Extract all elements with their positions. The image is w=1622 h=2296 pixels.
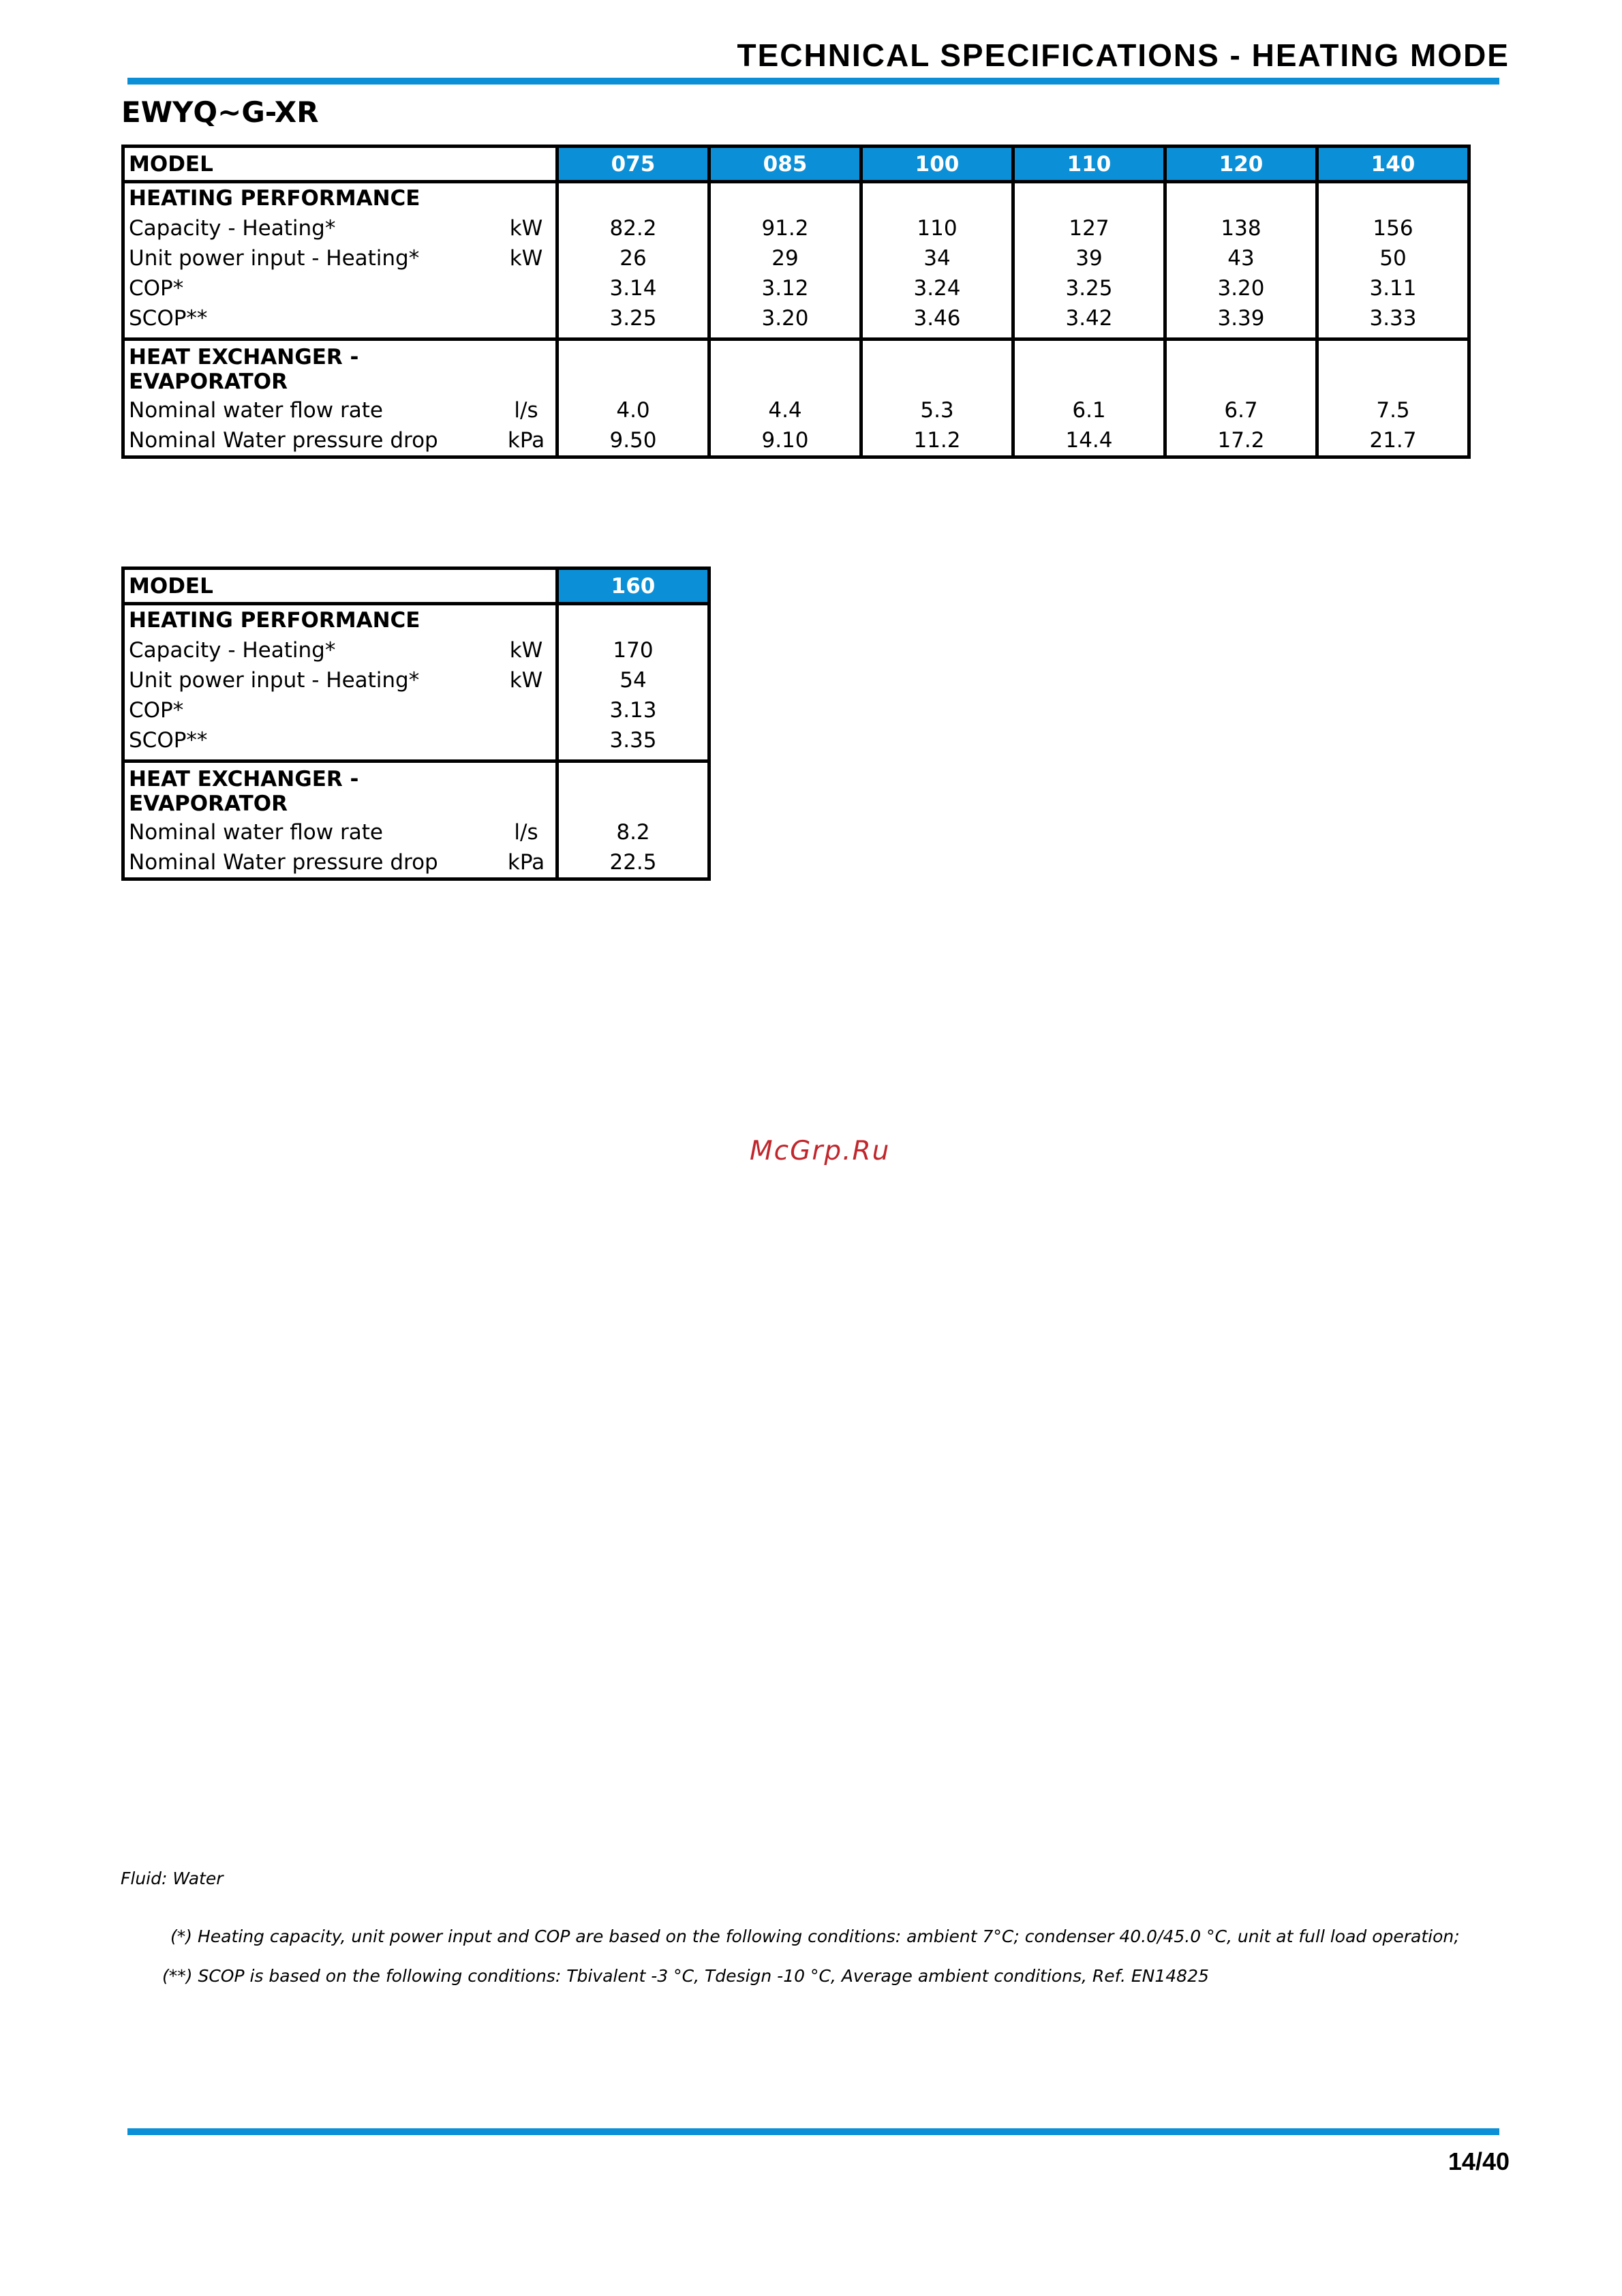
value-cell: 4.4 (709, 395, 861, 425)
section-heading-row (123, 604, 709, 636)
value-cell: 3.12 (709, 273, 861, 303)
footnote-double-asterisk: (**) SCOP is based on the following conditions: Tbivalent -3 °C, Tdesign -10 °C, Average ambient conditions, Ref. EN14825 (162, 1966, 1209, 1986)
row-unit: l/s (514, 398, 538, 423)
section-title-line: EVAPORATOR (129, 791, 288, 816)
empty-cell (557, 339, 709, 396)
value-cell: 9.10 (709, 425, 861, 457)
empty-cell (497, 182, 557, 214)
empty-cell (709, 182, 861, 214)
row-label: Nominal water flow rate (129, 820, 383, 845)
model-header-cell: 110 (1013, 147, 1165, 182)
row-label: Capacity - Heating* (129, 216, 336, 241)
row-label: SCOP** (123, 303, 498, 339)
row-unit (497, 273, 557, 303)
table-row (123, 213, 1469, 243)
fluid-note: Fluid: Water (121, 1869, 224, 1888)
model-label: MODEL (123, 147, 498, 182)
section-heading-row (123, 182, 1469, 214)
table-row (123, 665, 709, 695)
value-cell: 110 (861, 213, 1013, 243)
value-cell: 3.46 (861, 303, 1013, 339)
table-row (123, 273, 1469, 303)
model-header-cell: 140 (1317, 147, 1469, 182)
table-row (123, 635, 709, 665)
value-cell: 3.42 (1013, 303, 1165, 339)
row-unit (497, 695, 557, 725)
table-header-row (123, 147, 1469, 182)
unit-header-cell (497, 147, 557, 182)
empty-cell (1013, 339, 1165, 396)
value-cell: 50 (1317, 243, 1469, 273)
value-cell: 39 (1013, 243, 1165, 273)
empty-cell (1317, 182, 1469, 214)
section-title: HEATING PERFORMANCE (129, 608, 420, 633)
row-label: Capacity - Heating* (129, 638, 336, 663)
value-cell: 22.5 (557, 847, 709, 879)
value-cell: 4.0 (557, 395, 709, 425)
model-label: MODEL (123, 569, 498, 604)
footnote-single-asterisk: (*) Heating capacity, unit power input and COP are based on the following conditions: ambient 7°C; condenser 40.0/45.0 °C, unit at full load operation; (170, 1927, 1460, 1946)
value-cell: 7.5 (1317, 395, 1469, 425)
unit-header-cell (497, 569, 557, 604)
value-cell: 26 (557, 243, 709, 273)
row-unit (497, 725, 557, 761)
value-cell: 127 (1013, 213, 1165, 243)
value-cell: 91.2 (709, 213, 861, 243)
footer-rule (127, 2128, 1499, 2135)
model-header-cell: 085 (709, 147, 861, 182)
row-label: SCOP** (123, 725, 498, 761)
empty-cell (861, 182, 1013, 214)
value-cell: 3.25 (557, 303, 709, 339)
section-title (123, 339, 498, 396)
watermark-link[interactable]: McGrp.Ru (750, 1136, 891, 1166)
value-cell: 170 (557, 635, 709, 665)
section-title-line: HEAT EXCHANGER - (129, 767, 359, 791)
model-header-cell: 120 (1165, 147, 1317, 182)
value-cell: 3.20 (1165, 273, 1317, 303)
value-cell: 3.33 (1317, 303, 1469, 339)
value-cell: 6.7 (1165, 395, 1317, 425)
row-label: Nominal water flow rate (129, 398, 383, 423)
empty-cell (557, 182, 709, 214)
section-title-line: EVAPORATOR (129, 369, 288, 394)
empty-cell (1165, 339, 1317, 396)
empty-cell (557, 604, 709, 636)
value-cell: 21.7 (1317, 425, 1469, 457)
row-label: Unit power input - Heating* (129, 246, 420, 271)
section-title-line: HEAT EXCHANGER - (129, 345, 359, 369)
empty-cell (557, 761, 709, 818)
empty-cell (709, 339, 861, 396)
empty-cell (861, 339, 1013, 396)
row-unit: l/s (514, 820, 538, 845)
section-heading-row (123, 761, 709, 818)
row-unit (497, 303, 557, 339)
value-cell: 3.11 (1317, 273, 1469, 303)
section-title: HEATING PERFORMANCE (129, 186, 420, 211)
table-row (123, 303, 1469, 339)
value-cell: 6.1 (1013, 395, 1165, 425)
model-header-cell: 075 (557, 147, 709, 182)
value-cell: 8.2 (557, 817, 709, 847)
empty-cell (1317, 339, 1469, 396)
value-cell: 14.4 (1013, 425, 1165, 457)
value-cell: 3.20 (709, 303, 861, 339)
empty-cell (497, 604, 557, 636)
row-label: Unit power input - Heating* (129, 668, 420, 693)
value-cell: 156 (1317, 213, 1469, 243)
empty-cell (497, 339, 557, 396)
value-cell: 29 (709, 243, 861, 273)
row-unit: kW (509, 638, 543, 663)
table-row (123, 817, 709, 847)
table-row (123, 847, 709, 879)
spec-table-main (121, 145, 1471, 459)
empty-cell (497, 761, 557, 818)
value-cell: 3.13 (557, 695, 709, 725)
value-cell: 5.3 (861, 395, 1013, 425)
model-header-cell: 100 (861, 147, 1013, 182)
value-cell: 3.25 (1013, 273, 1165, 303)
table-row (123, 425, 1469, 457)
table-header-row (123, 569, 709, 604)
row-label: COP* (129, 276, 184, 301)
model-header-cell: 160 (557, 569, 709, 604)
section-heading-row (123, 339, 1469, 396)
value-cell: 11.2 (861, 425, 1013, 457)
row-label: Nominal Water pressure drop (129, 850, 438, 875)
page-header-title: TECHNICAL SPECIFICATIONS - HEATING MODE (737, 37, 1510, 73)
value-cell: 34 (861, 243, 1013, 273)
empty-cell (1013, 182, 1165, 214)
value-cell: 138 (1165, 213, 1317, 243)
row-unit: kW (509, 668, 543, 693)
header-rule (127, 78, 1499, 85)
value-cell: 82.2 (557, 213, 709, 243)
value-cell: 3.14 (557, 273, 709, 303)
spec-table-160 (121, 567, 711, 881)
table-row (123, 395, 1469, 425)
value-cell: 9.50 (557, 425, 709, 457)
table-row (123, 725, 709, 761)
value-cell: 3.39 (1165, 303, 1317, 339)
value-cell: 3.24 (861, 273, 1013, 303)
page-number: 14/40 (1448, 2147, 1510, 2175)
section-title (123, 761, 498, 818)
model-code-heading: EWYQ~G-XR (121, 95, 319, 129)
table-row (123, 243, 1469, 273)
value-cell: 43 (1165, 243, 1317, 273)
row-unit: kPa (507, 428, 545, 453)
value-cell: 17.2 (1165, 425, 1317, 457)
empty-cell (1165, 182, 1317, 214)
row-unit: kW (509, 216, 543, 241)
table-row (123, 695, 709, 725)
row-label: Nominal Water pressure drop (129, 428, 438, 453)
value-cell: 3.35 (557, 725, 709, 761)
row-unit: kPa (507, 850, 545, 875)
value-cell: 54 (557, 665, 709, 695)
row-label: COP* (129, 698, 184, 723)
row-unit: kW (509, 246, 543, 271)
